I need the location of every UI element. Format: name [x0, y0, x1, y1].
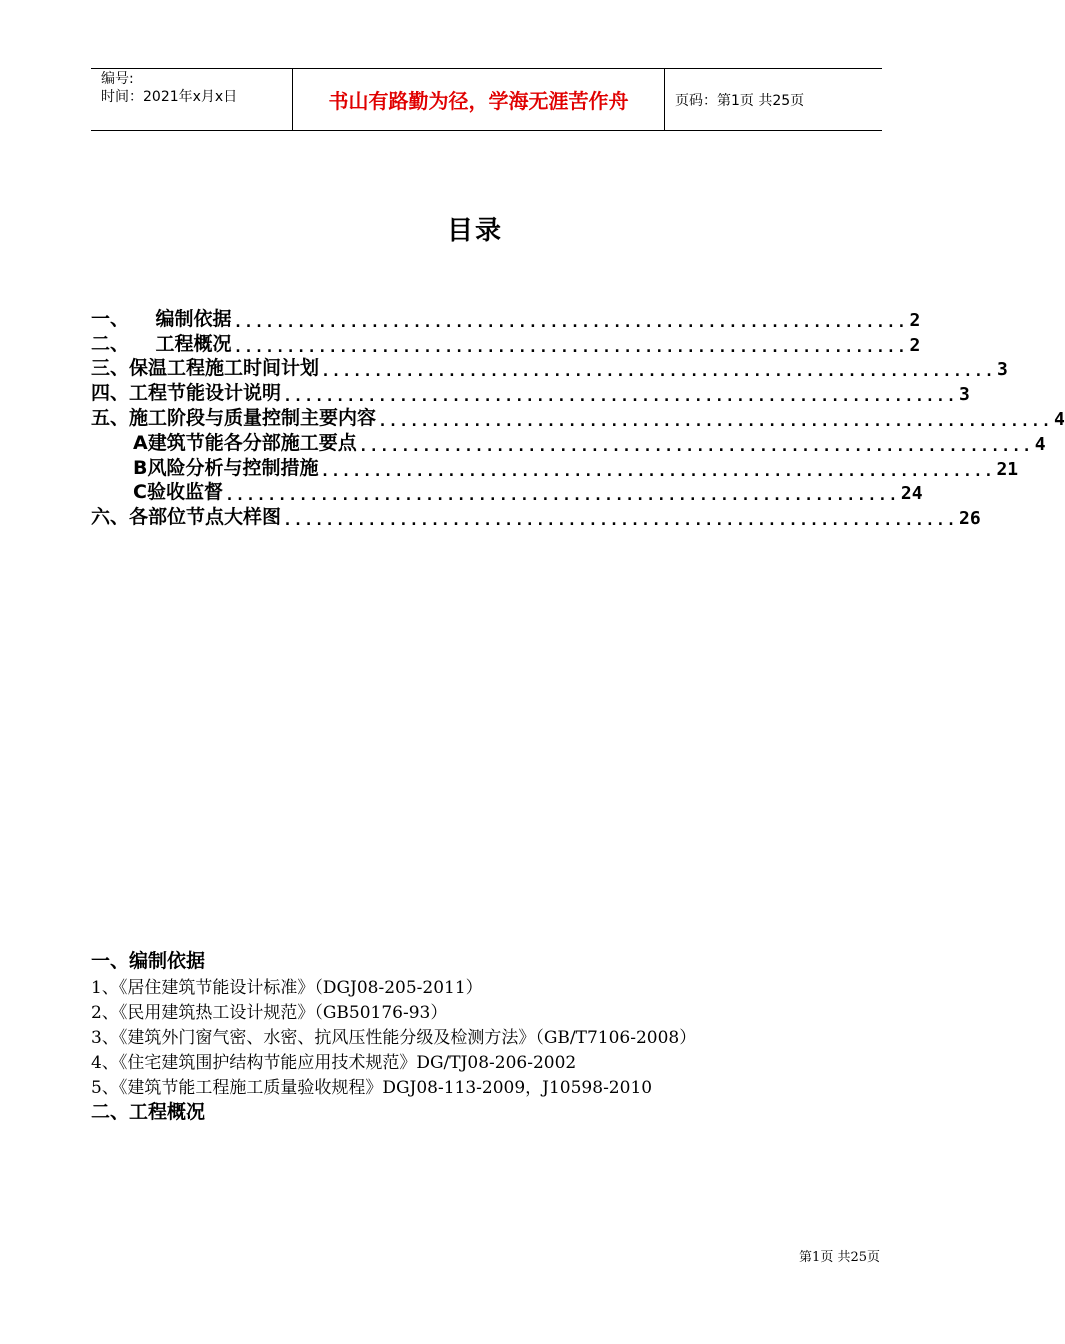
- toc-entry-page: 2: [909, 309, 921, 331]
- page-header: [91, 68, 882, 131]
- toc-entry-page: 3: [958, 384, 970, 406]
- header-page-label: 页码：第1页 共25页: [675, 92, 805, 109]
- header-motto: 书山有路勤为径，学海无涯苦作舟: [328, 89, 629, 113]
- toc-subentry[interactable]: [91, 430, 1046, 455]
- toc-subentry[interactable]: [91, 480, 923, 505]
- toc-entry[interactable]: [91, 356, 1008, 381]
- toc-entry-label: 二、 工程概况: [91, 332, 232, 355]
- toc-entry[interactable]: [91, 380, 970, 406]
- toc-leader-dots: ................................................................: [320, 461, 995, 480]
- section-heading: 二、工程概况: [91, 1101, 206, 1123]
- toc-leader-dots: ................................................................: [358, 436, 1033, 455]
- toc-entry-page: 21: [996, 458, 1019, 480]
- toc-leader-dots: ................................................................: [321, 362, 995, 381]
- toc-entry[interactable]: [91, 504, 981, 530]
- header-page-cell: [665, 69, 882, 130]
- toc-entry-page: 4: [1053, 408, 1065, 430]
- reference-item: 3、《建筑外门窗气密、水密、抗风压性能分级及检测方法》（GB/T7106-2008）: [91, 1028, 697, 1048]
- reference-item: 2、《民用建筑热工设计规范》（GB50176-93）: [91, 1003, 448, 1023]
- page-footer: 第1页 共25页: [799, 1250, 880, 1265]
- toc-entry-label: B风险分析与控制措施: [133, 456, 319, 479]
- toc-entry-page: 24: [900, 483, 923, 505]
- toc-entry-page: 4: [1034, 433, 1046, 455]
- toc-entry[interactable]: [91, 405, 1065, 430]
- toc-title: 目录: [446, 216, 503, 246]
- reference-item: 4、《住宅建筑围护结构节能应用技术规范》DG/TJ08-206-2002: [91, 1053, 577, 1073]
- toc-entry-label: C验收监督: [133, 481, 223, 504]
- reference-item: 5、《建筑节能工程施工质量验收规程》DGJ08-113-2009，J10598-2010: [91, 1078, 653, 1098]
- toc-entry-label: A建筑节能各分部施工要点: [133, 431, 357, 454]
- toc-entry-page: 26: [958, 508, 981, 530]
- toc-entry-label: 五、施工阶段与质量控制主要内容: [91, 406, 377, 429]
- toc-entry[interactable]: [91, 306, 921, 331]
- toc-subentry[interactable]: [91, 455, 1019, 480]
- header-time-label: 时间：2021年x月x日: [101, 89, 238, 105]
- toc-leader-dots: ................................................................: [378, 411, 1052, 430]
- toc-entry-page: 3: [996, 359, 1008, 381]
- toc-entry[interactable]: [91, 331, 921, 356]
- section-heading: 一、编制依据: [91, 950, 206, 972]
- toc-leader-dots: ................................................................: [224, 486, 899, 505]
- toc-entry-page: 2: [909, 334, 921, 356]
- toc-entry-label: 一、 编制依据: [91, 307, 232, 330]
- header-number-label: 编号:: [101, 71, 134, 87]
- header-info-cell: [91, 69, 293, 130]
- toc-leader-dots: ................................................................: [283, 511, 957, 530]
- toc-leader-dots: ................................................................: [233, 337, 908, 356]
- table-of-contents: [91, 306, 1065, 530]
- toc-entry-label: 四、工程节能设计说明: [91, 382, 282, 405]
- toc-leader-dots: ................................................................: [233, 312, 908, 331]
- toc-entry-label: 六、各部位节点大样图: [91, 506, 282, 529]
- toc-leader-dots: ................................................................: [283, 387, 957, 406]
- header-motto-cell: [293, 69, 665, 130]
- toc-entry-label: 三、保温工程施工时间计划: [91, 357, 320, 380]
- reference-item: 1、《居住建筑节能设计标准》（DGJ08-205-2011）: [91, 978, 483, 998]
